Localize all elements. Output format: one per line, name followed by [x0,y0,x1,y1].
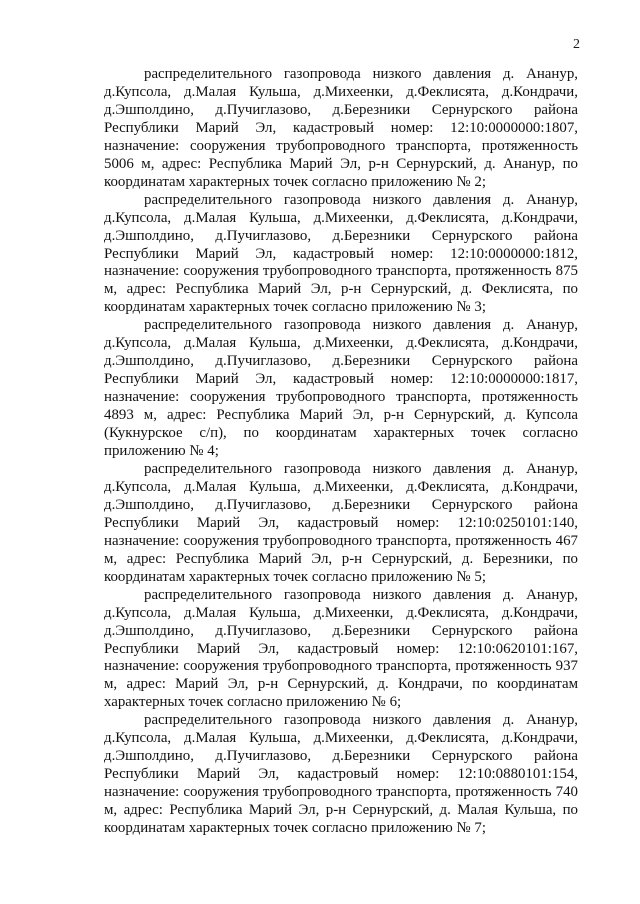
paragraph-appendix-2: распределительного газопровода низкого давления д. Ананур, д.Купсола, д.Малая Кульша, д.Михеенки, д.Феклисята, д.Кондрачи, д.Эшполдино, д.Пучиглазово, д.Березники Сернурского района Республики Марий Эл, кадастровый номер: 12:10:0000000:1807, назначение: сооружения трубопроводного транспорта, протяженность 5006 м, адрес: Республика Марий Эл, р-н Сернурский, д. Ананур, по координатам характерных точек согласно приложению № 2; [104,66,578,190]
paragraph-appendix-7: распределительного газопровода низкого давления д. Ананур, д.Купсола, д.Малая Кульша, д.Михеенки, д.Феклисята, д.Кондрачи, д.Эшполдино, д.Пучиглазово, д.Березники Сернурского района Республики Марий Эл, кадастровый номер: 12:10:0880101:154, назначение: сооружения трубопроводного транспорта, протяженность 740 м, адрес: Республика Марий Эл, р-н Сернурский, д. Малая Кульша, по координатам характерных точек согласно приложению № 7; [104,712,578,837]
paragraph-appendix-3: распределительного газопровода низкого давления д. Ананур, д.Купсола, д.Малая Кульша, д.Михеенки, д.Феклисята, д.Кондрачи, д.Эшполдино, д.Пучиглазово, д.Березники Сернурского района Республики Марий Эл, кадастровый номер: 12:10:0000000:1812, назначение: сооружения трубопроводного транспорта, протяженность 875 м, адрес: Республика Марий Эл, р-н Сернурский, д. Феклисята, по координатам характерных точек согласно приложению № 3; [104,191,578,316]
document-body [104,66,578,838]
paragraph-appendix-5: распределительного газопровода низкого давления д. Ананур, д.Купсола, д.Малая Кульша, д.Михеенки, д.Феклисята, д.Кондрачи, д.Эшполдино, д.Пучиглазово, д.Березники Сернурского района Республики Марий Эл, кадастровый номер: 12:10:0250101:140, назначение: сооружения трубопроводного транспорта, протяженность 467 м, адрес: Республика Марий Эл, р-н Сернурский, д. Березники, по координатам характерных точек согласно приложению № 5; [104,460,578,585]
page-number: 2 [573,37,580,52]
paragraph-appendix-6: распределительного газопровода низкого давления д. Ананур, д.Купсола, д.Малая Кульша, д.Михеенки, д.Феклисята, д.Кондрачи, д.Эшполдино, д.Пучиглазово, д.Березники Сернурского района Республики Марий Эл, кадастровый номер: 12:10:0620101:167, назначение: сооружения трубопроводного транспорта, протяженность 937 м, адрес: Марий Эл, р-н Сернурский, д. Кондрачи, по координатам характерных точек согласно приложению № 6; [104,586,578,711]
paragraph-appendix-4: распределительного газопровода низкого давления д. Ананур, д.Купсола, д.Малая Кульша, д.Михеенки, д.Феклисята, д.Кондрачи, д.Эшполдино, д.Пучиглазово, д.Березники Сернурского района Республики Марий Эл, кадастровый номер: 12:10:0000000:1817, назначение: сооружения трубопроводного транспорта, протяженность 4893 м, адрес: Республика Марий Эл, р-н Сернурский, д. Купсола (Кукнурское с/п), по координатам характерных точек согласно приложению № 4; [104,317,578,460]
